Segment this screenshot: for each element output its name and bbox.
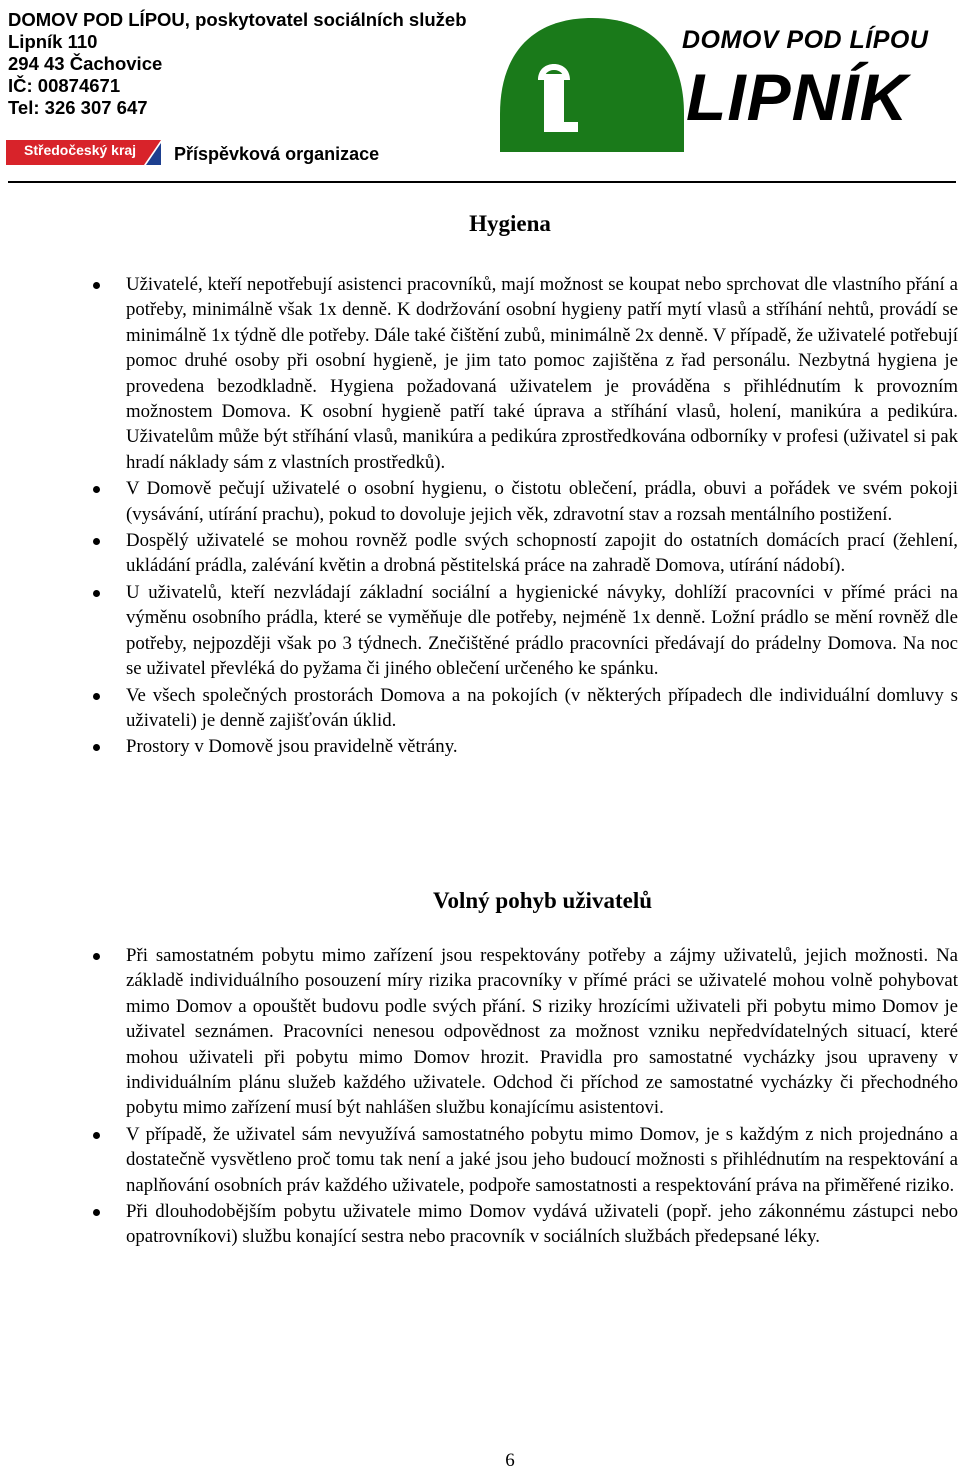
page-number: 6 (505, 1450, 515, 1471)
list-item-text: Při samostatném pobytu mimo zařízení jsou respektovány potřeby a zájmy uživatelů, jejich možnosti. Na základě individuálního posouzení míry rizika pracovníky v přímé práci se uživatelé mohou volně pohybovat mimo Domov a opouštět budovu podle svých přání. S riziky hrozícími uživateli při pobytu mimo Domov je uživatel seznámen. Pracovníci nenesou odpovědnost za možnost vzniku nepředvídatelných situací, které mohou uživateli při pobytu mimo Domov hrozit. Pravidla pro samostatné vycházky jsou upraveny v individuálním plánu služeb každého uživatele. Odchod či příchod ze samostatné vycházky či přechodného pobytu mimo zařízení musí být nahlášen službu konajícímu asistentovi. (126, 945, 958, 1119)
region-badge (6, 140, 161, 165)
volny-pohyb-list (0, 943, 960, 1251)
list-item-text: U uživatelů, kteří nezvládají základní sociální a hygienické návyky, dohlíží pracovníci v přímé práci na výměnu osobního prádla, které se vyměňuje dle potřeby, nejméně 1x denně. Ložní prádlo se mění rovněž dle potřeby, nejpozději však po 3 týdnech. Znečištěné prádlo pracovníci předávají do prádelny Domova. Na noc se uživatel převléká do pyžama či jiného oblečení určeného ke spánku. (126, 581, 958, 680)
list-item (0, 476, 960, 527)
list-item (0, 1122, 960, 1198)
list-item-text: V případě, že uživatel sám nevyužívá samostatného pobytu mimo Domov, je s každým z nich projednáno a dostatečně vysvětleno proč tomu tak není a jaké jsou jeho budoucí možnosti s přihlédnutím na respektování a naplňování osobních práv každého uživatele, podpoře samostatnosti a respektování práva na přiměřené riziko. (126, 1123, 958, 1196)
logo-title: DOMOV POD LÍPOU (682, 26, 929, 54)
list-item (0, 272, 960, 475)
bullet-icon (93, 1209, 100, 1216)
bullet-icon (93, 953, 100, 960)
list-item-text: Při dlouhodobějším pobytu uživatele mimo Domov vydává uživateli (popř. jeho zákonnému zástupci nebo opatrovníkovi) službu konající sestra nebo pracovník v sociálních službách předepsané léky. (126, 1201, 958, 1248)
org-street: Lipník 110 (8, 31, 98, 52)
list-item-text: Prostory v Domově jsou pravidelně větrány. (126, 736, 458, 758)
section-title-volny-pohyb: Volný pohyb uživatelů (433, 888, 652, 913)
list-item (0, 1199, 960, 1250)
letterhead (0, 0, 960, 190)
list-item (0, 528, 960, 579)
bullet-icon (93, 693, 100, 700)
list-item-text: Dospělý uživatelé se mohou rovněž podle svých schopností zapojit do ostatních domácích prací (žehlení, ukládání prádla, zalévání květin a drobná pěstitelská práce na zahradě Domova, utírání nádobí). (126, 530, 958, 577)
bullet-icon (93, 744, 100, 751)
bullet-icon (93, 538, 100, 545)
list-item (0, 734, 960, 759)
section-title-hygiena: Hygiena (469, 211, 551, 236)
list-item-text: V Domově pečují uživatelé o osobní hygienu, o čistotu oblečení, prádla, obuvi a pořádek ve svém pokoji (vysávání, utírání prachu), pokud to dovoluje jejich věk, zdravotní stav a rozsah mentálního postižení. (126, 478, 958, 525)
list-item (0, 943, 960, 1121)
bullet-icon (93, 1132, 100, 1139)
bullet-icon (93, 486, 100, 493)
list-item (0, 683, 960, 734)
organization-info (8, 9, 467, 119)
list-item-text: Ve všech společných prostorách Domova a na pokojích (v některých případech dle individuální domluvy s uživateli) je denně zajišťován úklid. (126, 684, 958, 731)
tree-logo-icon (492, 14, 692, 154)
logo (492, 14, 954, 154)
header-divider (8, 181, 956, 183)
hygiena-list (0, 272, 960, 761)
organization-type: Příspěvková organizace (174, 144, 380, 164)
list-item (0, 580, 960, 682)
org-ico: IČ: 00874671 (8, 75, 121, 96)
region-badge-label: Středočeský kraj (24, 142, 137, 158)
logo-name: LIPNÍK (686, 60, 909, 134)
bullet-icon (93, 282, 100, 289)
bullet-icon (93, 590, 100, 597)
org-phone: Tel: 326 307 647 (8, 97, 148, 118)
list-item-text: Uživatelé, kteří nepotřebují asistenci pracovníků, mají možnost se koupat nebo sprchovat dle vlastního přání a potřeby, minimálně však 1x denně. K dodržování osobní hygieny patří mytí vlasů a stříhání nehtů, provádí se minimálně 1x týdně dle potřeby. Dále také čištění zubů, minimálně 2x denně. V případě, že uživatelé potřebují pomoc druhé osoby při osobní hygieně, je jim tato pomoc zajištěna z řad personálu. Nezbytná hygiena je provedena bezodkladně. Hygiena požadovaná uživatelem je prováděna s přihlédnutím k provozním možnostem Domova. K osobní hygieně patří také úprava a stříhání vlasů, holení, manikúra a pedikúra. Uživatelům může být stříhání vlasů, manikúra a pedikúra zprostředkována odborníky v profesi (uživatel si pak hradí náklady sám z vlastních prostředků). (126, 274, 958, 473)
org-name: DOMOV POD LÍPOU, poskytovatel sociálních služeb (8, 9, 467, 30)
org-city: 294 43 Čachovice (8, 53, 163, 74)
